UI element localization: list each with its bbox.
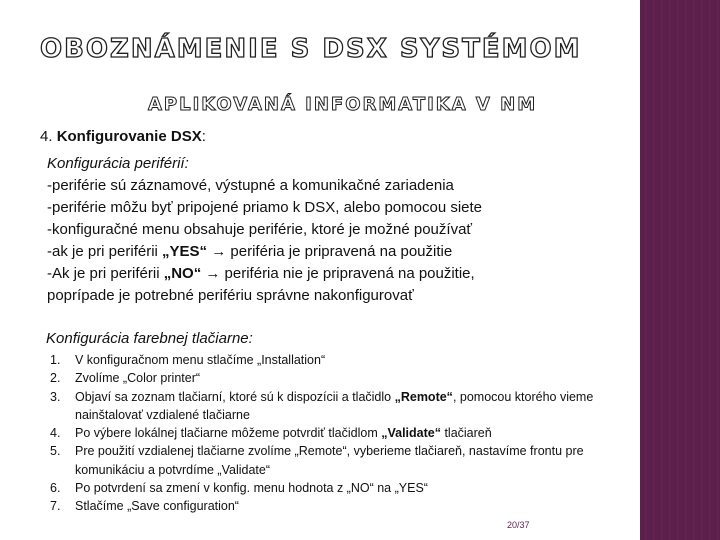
validate-label: „Validate“	[381, 426, 441, 441]
list-item	[50, 479, 635, 497]
sidebar-pattern	[640, 0, 720, 540]
arrow-icon: →	[211, 243, 227, 260]
section-title: Konfigurovanie DSX	[56, 128, 202, 145]
yes-suffix: periféria je pripravená na použitie	[226, 243, 453, 260]
peripherals-line: poprípade je potrebné perifériu správne nakonfigurovať	[47, 287, 414, 304]
step-number: 1.	[50, 353, 61, 367]
yes-value: „YES“	[162, 243, 208, 260]
yes-prefix: -ak je pri periférii	[47, 243, 163, 260]
list-item	[50, 442, 635, 479]
printer-steps-list	[50, 351, 635, 516]
section-colon: :	[201, 128, 206, 145]
step-number: 5.	[50, 444, 61, 459]
step-text: V konfiguračnom menu stlačíme „Installation“	[75, 353, 326, 367]
step-text	[75, 424, 635, 442]
step-text	[75, 388, 635, 425]
peripherals-title: Konfigurácia periférií:	[47, 155, 189, 172]
peripherals-no-line	[47, 263, 482, 285]
step-text-pre: Po výbere lokálnej tlačiarne môžeme potvrdiť tlačidlom	[75, 426, 382, 441]
peripherals-line: -periférie sú záznamové, výstupné a komunikačné zariadenia	[47, 177, 454, 194]
no-value: „NO“	[163, 265, 202, 282]
peripherals-line: -periférie môžu byť pripojené priamo k DSX, alebo pomocou siete	[47, 199, 483, 216]
peripherals-line: -konfiguračné menu obsahuje periférie, ktoré je možné používať	[47, 221, 473, 238]
list-item	[50, 369, 635, 387]
step-number: 3.	[50, 389, 61, 404]
step-number: 7.	[50, 499, 61, 514]
list-item	[50, 497, 635, 515]
step-text-post: , pomocou ktorého vieme nainštalovať vzdialené tlačiarne	[75, 389, 594, 422]
printer-title: Konfigurácia farebnej tlačiarne:	[46, 330, 253, 347]
step-text: Stlačíme „Save configuration“	[75, 499, 239, 514]
no-prefix: -Ak je pri periférii	[47, 265, 164, 282]
step-number: 4.	[50, 426, 61, 441]
page-number: 20/37	[507, 520, 530, 530]
section-heading	[40, 128, 206, 145]
step-text: Pre použití vzdialenej tlačiarne zvolíme „Remote“, vyberieme tlačiareň, nastavíme frontu pre komunikáciu a potvrdíme „Validate“	[75, 444, 584, 477]
step-number: 2.	[50, 371, 61, 386]
slide-subtitle: APLIKOVANÁ INFORMATIKA V NM	[148, 94, 538, 115]
step-text-post: tlačiareň	[440, 426, 492, 441]
no-suffix: periféria nie je pripravená na použitie,	[220, 265, 475, 282]
step-text: Zvolíme „Color printer“	[75, 371, 201, 386]
remote-label: „Remote“	[394, 389, 453, 404]
list-item	[50, 424, 635, 442]
step-text: Po potvrdení sa zmení v konfig. menu hodnota z „NO“ na „YES“	[75, 481, 428, 496]
peripherals-yes-line	[47, 241, 482, 263]
section-number: 4.	[40, 128, 53, 145]
step-text-pre: Objaví sa zoznam tlačiarní, ktoré sú k dispozícii a tlačidlo	[75, 389, 395, 404]
slide-title: OBOZNÁMENIE S DSX SYSTÉMOM	[40, 34, 582, 64]
arrow-icon: →	[205, 265, 221, 282]
list-item	[50, 388, 635, 425]
peripherals-block	[47, 153, 482, 307]
decorative-sidebar	[640, 0, 720, 540]
step-number: 6.	[50, 481, 61, 496]
list-item	[50, 351, 635, 369]
